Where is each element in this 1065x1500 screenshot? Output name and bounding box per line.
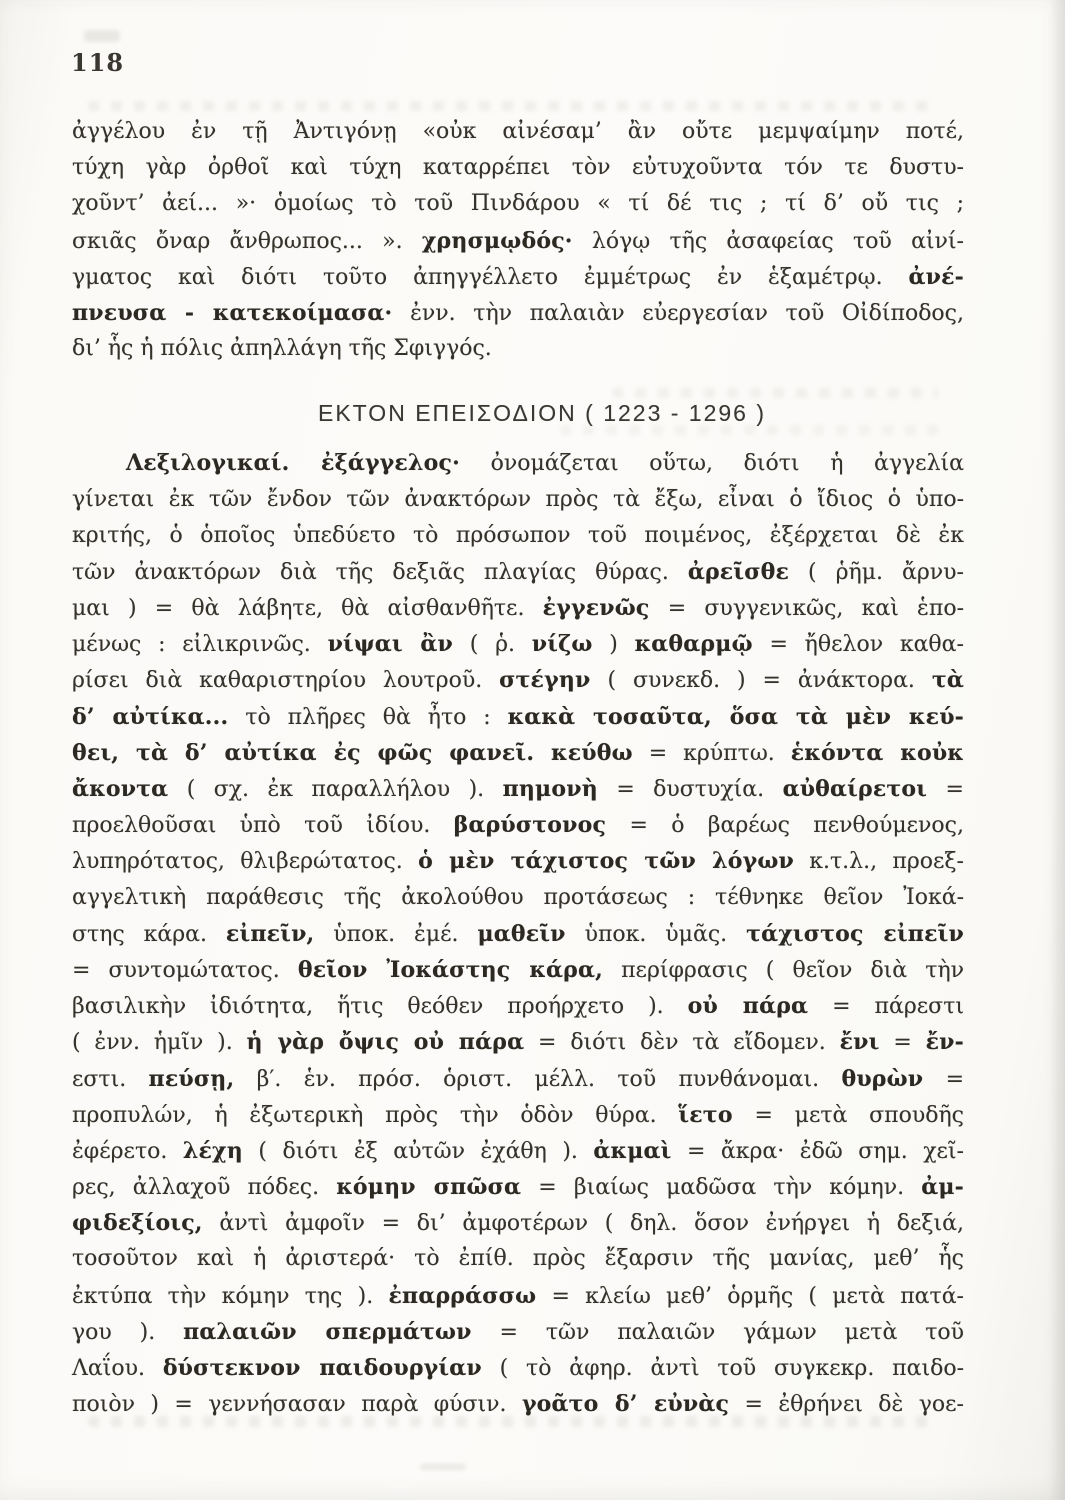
text-line (72, 735, 964, 771)
gloss-text: = τῶν παλαιῶν γάμων μετὰ τοῦ (471, 1319, 964, 1345)
gloss-text: βασιλικὴν ἰδιότητα, ἥτις θεόθεν προήρχετο ). (72, 994, 688, 1020)
gloss-text: κριτής, ὁ ὁποῖος ὑπεδύετο τὸ πρόσωπον τοῦ ποιμένος, ἐξέρχεται δὲ ἐκ (72, 522, 964, 548)
text-line (72, 771, 964, 807)
gloss-text: ἀγγέλου ἐν τῇ Ἀντιγόνῃ «οὐκ αἰνέσαμ’ ἂν οὔτε μεμψαίμην ποτέ, (72, 119, 964, 144)
gloss-text: = συγγενικῶς, καὶ ἑπο- (649, 596, 965, 622)
gloss-text: γματος καὶ διότι τοῦτο ἀπηγγέλλετο ἐμμέτρως ἐν ἑξαμέτρῳ. (72, 264, 909, 290)
text-line (72, 1061, 964, 1097)
lemma-bold-text: ἀνέ- (908, 263, 964, 290)
gloss-text: τὸ πλῆρες θὰ ἦτο : (228, 704, 508, 730)
gloss-text: ποιὸν ) = γεννήσασαν παρὰ φύσιν. (72, 1392, 522, 1418)
gloss-text: ( τὸ ἀφηρ. ἀντὶ τοῦ συγκεκρ. παιδο- (481, 1356, 965, 1381)
lemma-bold-text: μαθεῖν (477, 920, 566, 947)
text-line (72, 1386, 964, 1422)
gloss-text: κ.τ.λ., προεξ- (793, 849, 964, 875)
gloss-text: ) (592, 632, 635, 658)
gloss-text: λόγῳ τῆς ἀσαφείας τοῦ αἰνί- (572, 228, 964, 254)
gloss-text: ἐκτύπα τὴν κόμην της ). (72, 1283, 389, 1309)
gloss-text: = (927, 777, 964, 802)
gloss-text: τῶν ἀνακτόρων διὰ τῆς δεξιᾶς πλαγίας θύρας. (72, 559, 688, 585)
text-line (72, 114, 964, 150)
gloss-text: ( ἐνν. ἡμῖν ). (72, 1030, 247, 1056)
gloss-text: χοῦντ’ ἀεί... »· ὁμοίως τὸ τοῦ Πινδάρου « τί δέ τις ; τί δ’ οὔ τις ; (72, 191, 964, 217)
gloss-text: ἀντὶ ἀμφοῖν = δι’ ἀμφοτέρων ( δηλ. ὅσον ἐνήργει ἡ δεξιά, (202, 1211, 964, 1237)
text-line (72, 1097, 964, 1133)
gloss-text: τοσοῦτον καὶ ἡ ἀριστερά· τὸ ἐπίθ. πρὸς ἔξαρσιν τῆς μανίας, μεθ’ ἧς (72, 1246, 964, 1272)
gloss-text: = κρύπτω. (632, 740, 791, 766)
lemma-bold-text: ἐγγενῶς (542, 595, 650, 622)
text-line (72, 988, 964, 1024)
gloss-text: δι’ ἧς ἡ πόλις ἀπηλλάγη τῆς Σφιγγός. (72, 336, 492, 362)
text-line (72, 482, 964, 518)
gloss-text: προπυλών, ἡ ἐξωτερικὴ πρὸς τὴν ὁδὸν θύρα. (72, 1102, 679, 1128)
gloss-text: Λαΐου. (72, 1356, 163, 1381)
text-line (72, 590, 964, 626)
gloss-text: ρίσει διὰ καθαριστηρίου λουτροῦ. (72, 668, 500, 694)
smudge-bottom-center (420, 1464, 466, 1470)
gloss-text: προελθοῦσαι ὑπὸ τοῦ ἰδίου. (72, 813, 454, 839)
gloss-text: αγγελτικὴ παράθεσις τῆς ἀκολούθου προτάσεως : τέθνηκε θεῖον Ἰοκά- (72, 884, 964, 910)
paragraph (72, 114, 964, 367)
gloss-text: = ἄκρα· ἐδῶ σημ. χεῖ- (671, 1138, 964, 1164)
bleedthrough-line-top (88, 101, 934, 111)
gloss-text: ρες, ἀλλαχοῦ πόδες. (72, 1175, 337, 1201)
text-line (72, 1133, 964, 1169)
gloss-text: = ὁ βαρέως πενθούμενος, (606, 813, 964, 839)
lemma-bold-text: λέχη (182, 1137, 243, 1164)
lemma-bold-text: ἀμ- (921, 1174, 964, 1201)
gloss-text: τύχη γὰρ ὀρθοῖ καὶ τύχη καταρρέπει τὸν εὐτυχοῦντα τόν τε δυστυ- (72, 155, 964, 181)
gloss-text: = κλείω μεθ’ ὁρμῆς ( μετὰ πατά- (536, 1283, 964, 1309)
gloss-text: γου ). (72, 1319, 184, 1345)
gloss-text: γίνεται ἐκ τῶν ἔνδον τῶν ἀνακτόρων πρὸς τὰ ἔξω, εἶναι ὁ ἴδιος ὁ ὑπο- (72, 486, 964, 512)
lemma-bold-text: ὁ μὲν τάχιστος τῶν λόγων (418, 848, 794, 875)
gloss-text: μένως : εἰλικρινῶς. (72, 632, 328, 658)
lemma-bold-text: χρησμῳδός· (421, 227, 573, 254)
gloss-text: σκιᾶς ὄναρ ἄνθρωπος... ». (72, 228, 422, 254)
lemma-bold-text: δ’ αὐτίκα... (72, 703, 229, 730)
gloss-text: ἐνν. τὴν παλαιὰν εὐεργεσίαν τοῦ Οἰδίποδος, (392, 300, 964, 326)
gloss-text: ( ῥῆμ. ἄρνυ- (789, 559, 964, 585)
text-line (72, 186, 964, 222)
gloss-text: = δυστυχία. (597, 777, 783, 802)
gloss-text: λυπηρότατος, θλιβερώτατος. (72, 849, 419, 875)
lemma-bold-text: τάχιστος εἰπεῖν (746, 920, 964, 947)
lemma-bold-text: δύστεκνον παιδουργίαν (162, 1355, 482, 1381)
text-line (72, 331, 964, 367)
lemma-bold-text: νίψαι ἂν (327, 631, 453, 658)
text-line (72, 554, 964, 590)
episode-heading: ΕΚΤΟΝ ΕΠΕΙΣΟΔΙΟΝ ( 1223 - 1296 ) (317, 400, 767, 427)
text-line (72, 295, 964, 331)
paragraph (72, 445, 964, 1422)
text-line (72, 150, 964, 186)
text-line (72, 259, 964, 295)
lemma-bold-text: φιδεξίοις, (72, 1210, 203, 1237)
gloss-text: = μετὰ σπουδῆς (732, 1102, 964, 1128)
gloss-text: = συντομώτατος. (72, 957, 298, 983)
gloss-text: = (879, 1030, 926, 1056)
text-line (72, 1241, 964, 1277)
lemma-bold-text: ἀρεῖσθε (687, 558, 790, 585)
gloss-text: β′. ἑν. πρόσ. ὁριστ. μέλλ. τοῦ πυνθάνομαι. (234, 1066, 842, 1092)
lemma-bold-text: θει, τὰ δ’ αὐτίκα ἐς φῶς φανεῖ. κεύθω (72, 739, 633, 766)
lemma-bold-text: τὰ (931, 667, 964, 694)
bleedthrough-smudge-top-left (84, 30, 120, 42)
lemma-bold-text: ἑκόντα κοὐκ (790, 739, 964, 766)
lemma-bold-text: ἡ γὰρ ὄψις οὐ πάρα (246, 1029, 525, 1056)
gloss-text: ὑποκ. ἐμέ. (314, 921, 478, 947)
text-line (72, 662, 964, 698)
page-number: 118 (71, 48, 125, 77)
gloss-text: = ἐθρήνει δὲ γοε- (729, 1392, 964, 1418)
text-line (72, 699, 964, 735)
lemma-bold-text: θυρὼν (841, 1065, 924, 1092)
text-line (72, 518, 964, 554)
lemma-bold-text: ἵετο (678, 1101, 733, 1128)
lemma-bold-text: πνευσα - κατεκοίμασα· (72, 299, 393, 326)
lemma-bold-text: νίζω (531, 631, 593, 658)
gloss-text: ὀνομάζεται οὕτω, διότι ἡ ἀγγελία (459, 451, 964, 477)
text-line (72, 1169, 964, 1205)
lemma-bold-text: ἔν- (925, 1029, 964, 1056)
gloss-text: = διότι δὲν τὰ εἴδομεν. (524, 1030, 840, 1056)
gloss-text: μαι ) = θὰ λάβητε, θὰ αἰσθανθῆτε. (72, 596, 543, 622)
lemma-bold-text: γοᾶτο δ’ εὐνὰς (521, 1391, 730, 1418)
gloss-text: = (923, 1066, 964, 1092)
lemma-bold-text: παλαιῶν σπερμάτων (183, 1318, 472, 1345)
text-line (72, 1024, 964, 1060)
lemma-bold-text: κόμην σπῶσα (336, 1174, 522, 1201)
lemma-bold-text: οὐ πάρα (687, 993, 809, 1020)
gloss-text: περίφρασις ( θεῖον διὰ τὴν (602, 957, 964, 983)
gloss-text: εστι. (72, 1066, 149, 1092)
page-edge-shadow (1049, 0, 1065, 1500)
lemma-bold-text: ἀκμαὶ (593, 1137, 672, 1164)
lemma-bold-text: Λεξιλογικαί. ἐξάγγελος· (126, 450, 460, 477)
lemma-bold-text: πημονὴ (502, 776, 598, 802)
lemma-bold-text: στέγην (499, 667, 591, 694)
text-line (72, 1205, 964, 1241)
gloss-text: ( σχ. ἐκ παραλλήλου ). (168, 777, 503, 802)
text-line (72, 445, 964, 481)
text-line (72, 1350, 964, 1386)
text-line (72, 807, 964, 843)
text-line (72, 880, 964, 916)
gloss-text: ( διότι ἐξ αὐτῶν ἐχάθη ). (242, 1138, 594, 1164)
lemma-bold-text: καθαρμῷ (634, 631, 753, 658)
text-line (72, 952, 964, 988)
text-line (72, 626, 964, 662)
lemma-bold-text: θεῖον Ἰοκάστης κάρα, (297, 956, 603, 983)
gloss-text: ὑποκ. ὑμᾶς. (565, 921, 747, 947)
gloss-text: στης κάρα. (72, 921, 226, 947)
gloss-text: ἐφέρετο. (72, 1138, 183, 1164)
gloss-text: = ἤθελον καθα- (752, 632, 964, 658)
text-line (72, 1278, 964, 1314)
gloss-text: ( ῥ. (452, 632, 532, 658)
lemma-bold-text: ἄκοντα (72, 776, 169, 802)
text-line (72, 916, 964, 952)
lemma-bold-text: κακὰ τοσαῦτα, ὅσα τὰ μὲν κεύ- (507, 703, 964, 730)
text-line (72, 223, 964, 259)
lemma-bold-text: αὐθαίρετοι (782, 776, 928, 802)
lemma-bold-text: εἰπεῖν, (225, 920, 315, 947)
text-column (72, 114, 964, 1422)
gloss-text: = πάρεστι (808, 994, 964, 1020)
gloss-text: = βιαίως μαδῶσα τὴν κόμην. (521, 1175, 922, 1201)
lemma-bold-text: πεύσῃ, (148, 1065, 235, 1092)
lemma-bold-text: ἔνι (839, 1029, 880, 1056)
gloss-text: ( συνεκδ. ) = ἀνάκτορα. (590, 668, 932, 694)
text-line (72, 1314, 964, 1350)
lemma-bold-text: βαρύστονος (453, 812, 607, 839)
lemma-bold-text: ἐπαρράσσω (388, 1282, 537, 1309)
text-line (72, 843, 964, 879)
